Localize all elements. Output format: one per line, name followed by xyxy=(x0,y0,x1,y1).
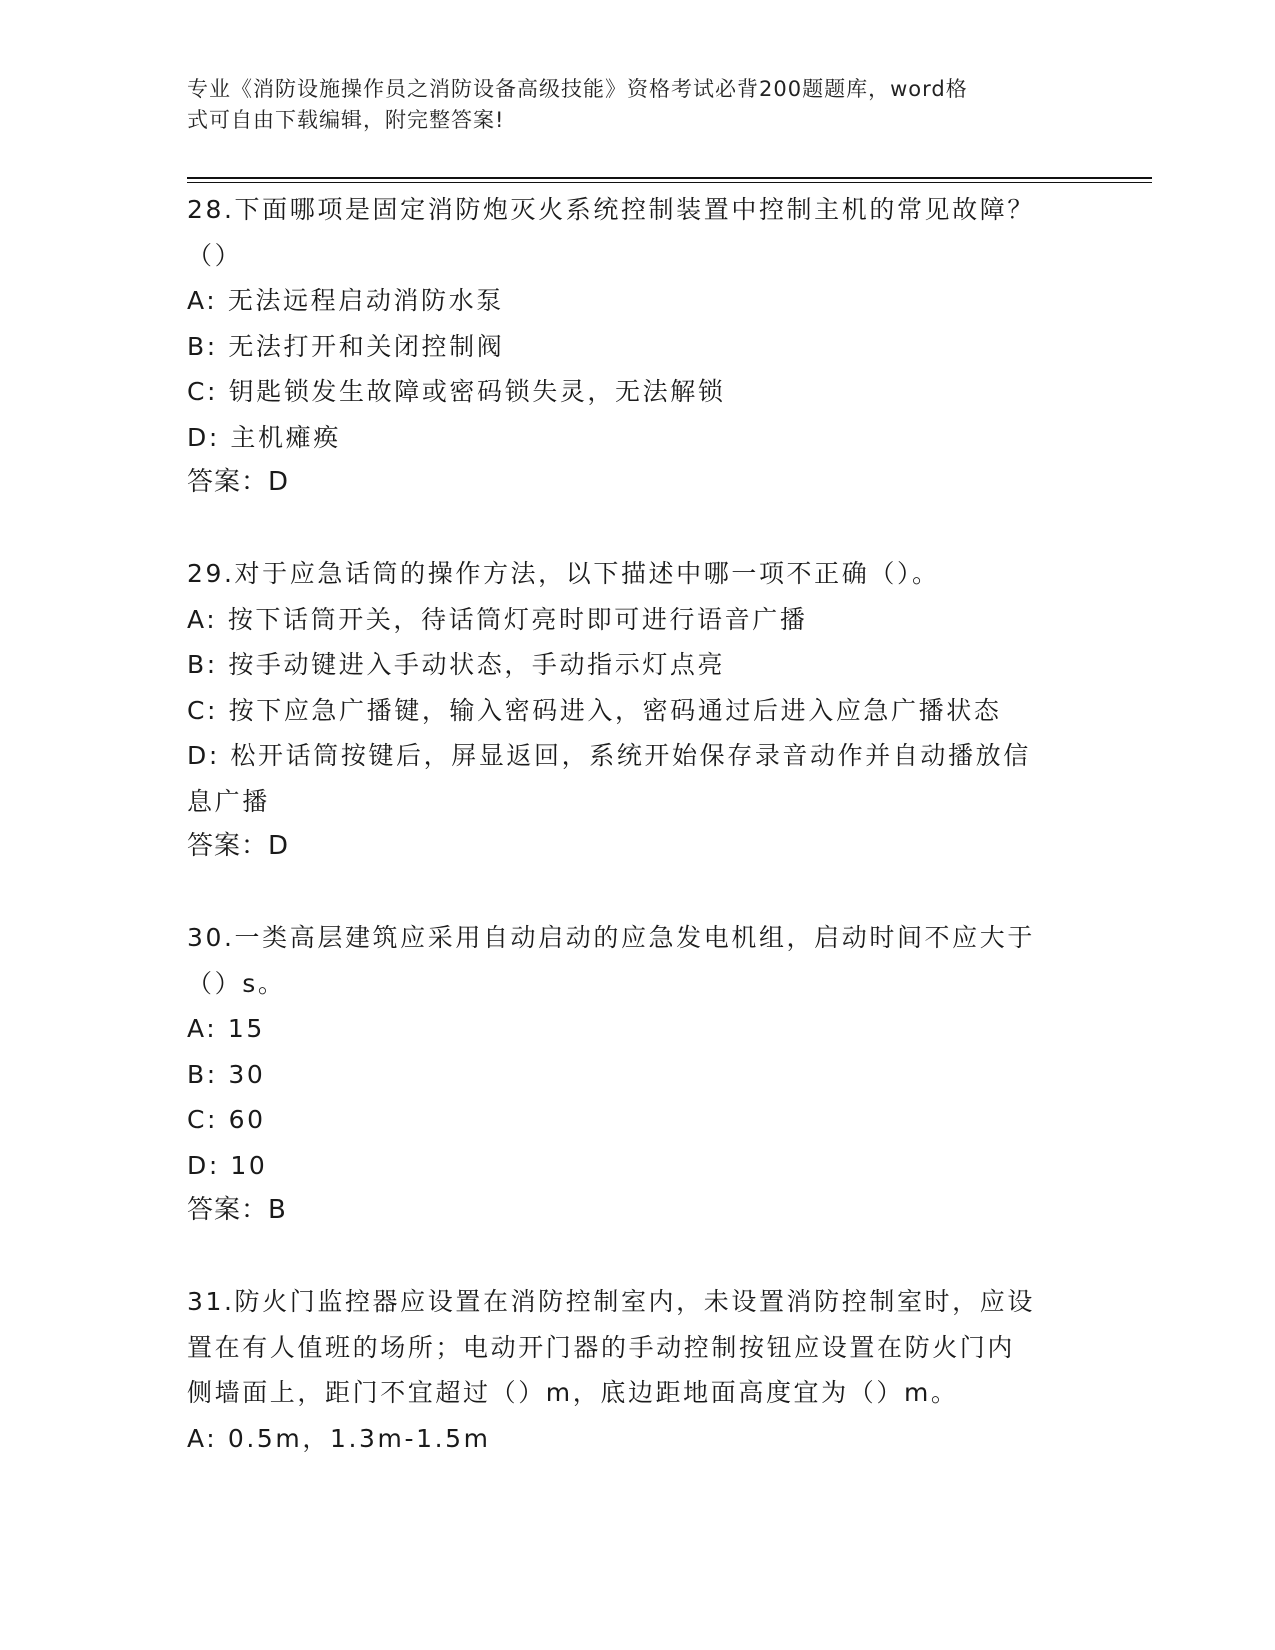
option-c: C: 60 xyxy=(187,1105,266,1134)
question-text: （）s。 xyxy=(187,968,286,998)
question-text: 侧墙面上，距门不宜超过（）m，底边距地面高度宜为（）m。 xyxy=(187,1378,959,1407)
option-a: A: 0.5m，1.3m-1.5m xyxy=(187,1423,491,1453)
question-text: 28.下面哪项是固定消防炮灭火系统控制装置中控制主机的常见故障？ xyxy=(187,195,1035,224)
question-29 xyxy=(187,551,1077,870)
option-b: B: 按手动键进入手动状态，手动指示灯点亮 xyxy=(187,650,726,679)
header-rule-thin xyxy=(187,182,1152,183)
header-line-1: 专业《消防设施操作员之消防设备高级技能》资格考试必背200题题库，word格 xyxy=(187,77,968,101)
option-d: D: 松开话筒按键后，屏显返回，系统开始保存录音动作并自动播放信 xyxy=(187,741,1031,770)
option-b: B: 30 xyxy=(187,1059,266,1089)
question-30 xyxy=(187,915,1077,1234)
spacer xyxy=(187,870,1077,916)
option-a: A: 按下话筒开关，待话筒灯亮时即可进行语音广播 xyxy=(187,604,808,634)
spacer xyxy=(187,506,1077,552)
answer: 答案：D xyxy=(187,831,290,861)
option-c: C: 钥匙锁发生故障或密码锁失灵，无法解锁 xyxy=(187,377,726,406)
document-header xyxy=(187,74,1067,136)
option-a: A: 无法远程启动消防水泵 xyxy=(187,286,504,315)
option-d: D: 10 xyxy=(187,1150,268,1180)
question-text: 30.一类高层建筑应采用自动启动的应急发电机组，启动时间不应大于 xyxy=(187,923,1035,952)
question-31 xyxy=(187,1279,1077,1461)
question-text: 31.防火门监控器应设置在消防控制室内，未设置消防控制室时，应设 xyxy=(187,1287,1035,1316)
question-list xyxy=(187,187,1077,1461)
answer: 答案：B xyxy=(187,1195,287,1225)
header-line-2: 式可自由下载编辑，附完整答案! xyxy=(187,108,505,132)
answer: 答案：D xyxy=(187,467,290,497)
header-rule-thick xyxy=(187,177,1152,179)
question-text: 置在有人值班的场所；电动开门器的手动控制按钮应设置在防火门内 xyxy=(187,1332,1016,1362)
option-d-continued: 息广播 xyxy=(187,786,270,816)
spacer xyxy=(187,1234,1077,1280)
option-d: D: 主机瘫痪 xyxy=(187,422,341,452)
option-b: B: 无法打开和关闭控制阀 xyxy=(187,331,505,361)
question-text: 29.对于应急话筒的操作方法，以下描述中哪一项不正确（）。 xyxy=(187,559,940,588)
option-a: A: 15 xyxy=(187,1014,265,1043)
option-c: C: 按下应急广播键，输入密码进入，密码通过后进入应急广播状态 xyxy=(187,695,1002,725)
question-text: （） xyxy=(187,240,243,270)
question-28 xyxy=(187,187,1077,506)
